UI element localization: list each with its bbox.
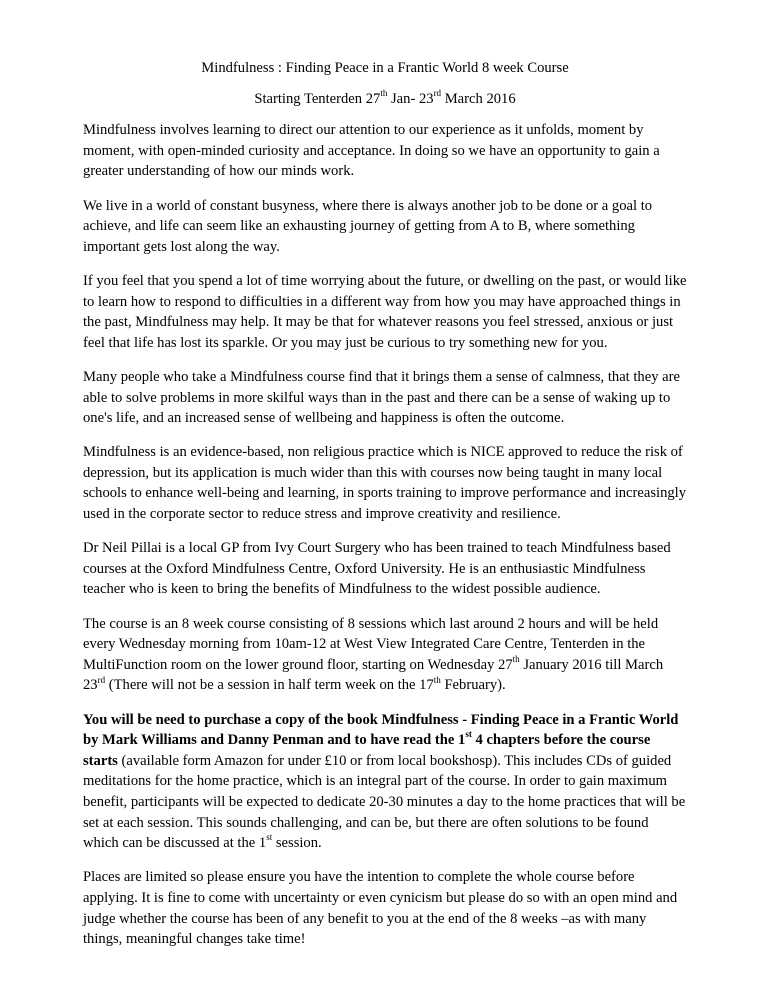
document-body (83, 58, 687, 963)
book-bold-text-a: You will be need to purchase a copy of the book Mindfulness - Finding Peace in a Frantic World by Mark Williams and Danny Penman and to have read the 1 (83, 711, 679, 749)
subtitle-sup-b: rd (433, 87, 442, 98)
schedule-sup-b: rd (97, 674, 106, 685)
subtitle-text-a: Starting Tenterden 27 (254, 90, 381, 107)
paragraph-teacher: Dr Neil Pillai is a local GP from Ivy Court Surgery who has been trained to teach Mindfulness based courses at the Oxford Mindfulness Centre, Oxford University. He is an enthusiastic Mindfulness teacher who is keen to bring the benefits of Mindfulness to the widest possible audience. (83, 540, 671, 598)
paragraph-evidence: Mindfulness is an evidence-based, non religious practice which is NICE approved to reduce the risk of depression, but its application is much wider than this with courses now being taught in many local schools to enhance well-being and learning, in sports training to improve performance and increasingly used in the corporate sector to reduce stress and improve creativity and resilience. (83, 444, 687, 523)
paragraph-places-limited: Places are limited so please ensure you have the intention to complete the whole course before applying. It is fine to come with uncertainty or even cynicism but please do so with an open mind and judge whether the course has been of any benefit to you at the end of the 8 weeks –as with many things, meaningful changes take time! (83, 869, 678, 948)
paragraph-busyness: We live in a world of constant busyness, where there is always another job to be done or a goal to achieve, and life can seem like an exhausting journey of getting from A to B, where something important gets lost along the way. (83, 197, 653, 255)
document-subtitle (83, 89, 687, 110)
paragraph-schedule (83, 614, 687, 696)
schedule-sup-a: th (512, 653, 520, 664)
schedule-text-d: February). (440, 677, 506, 694)
book-rest-sup: st (266, 832, 273, 843)
book-end-text: session. (272, 835, 322, 852)
paragraph-book-requirement (83, 710, 687, 854)
book-bold-sup: st (465, 729, 472, 740)
subtitle-text-c: March 2016 (441, 90, 516, 107)
schedule-sup-c: th (433, 674, 441, 685)
paragraph-worrying: If you feel that you spend a lot of time worrying about the future, or dwelling on the past, or would like to learn how to respond to difficulties in a different way from how you may have approached things in the past, Mindfulness may help. It may be that for whatever reasons you feel stressed, anxious or just feel that life has lost its sparkle. Or you may just be curious to try something new for you. (83, 272, 687, 351)
schedule-text-c: (There will not be a session in half term week on the 17 (105, 677, 434, 694)
schedule-text-b: January 2016 till March 23 (83, 656, 664, 694)
paragraph-intro: Mindfulness involves learning to direct our attention to our experience as it unfolds, moment by moment, with open-minded curiosity and acceptance. In doing so we have an opportunity to gain a greater understanding of how our minds work. (83, 122, 660, 180)
subtitle-sup-a: th (380, 87, 388, 98)
schedule-text-a: The course is an 8 week course consisting of 8 sessions which last around 2 hours and will be held every Wednesday morning from 10am-12 at West View Integrated Care Centre, Tenterden in the MultiFunction room on the lower ground floor, starting on Wednesday 27 (83, 615, 659, 673)
book-rest-text: (available form Amazon for under £10 or from local bookshosp). This includes CDs of guided meditations for the home practice, which is an integral part of the course. In order to gain maximum benefit, participants will be expected to dedicate 20-30 minutes a day to the home practices that will be set at each session. This sounds challenging, and can be, but there are often solutions to be found which can be discussed at the 1 (83, 752, 686, 852)
document-title: Mindfulness : Finding Peace in a Frantic World 8 week Course (201, 60, 569, 76)
paragraph-benefits: Many people who take a Mindfulness course find that it brings them a sense of calmness, that they are able to solve problems in more skilful ways than in the past and there can be a sense of waking up to one's life, and an increased sense of wellbeing and happiness is often the outcome. (83, 368, 680, 427)
book-bold-text-b: 4 chapters before the course starts (83, 732, 651, 769)
subtitle-text-b: Jan- 23 (387, 90, 434, 107)
